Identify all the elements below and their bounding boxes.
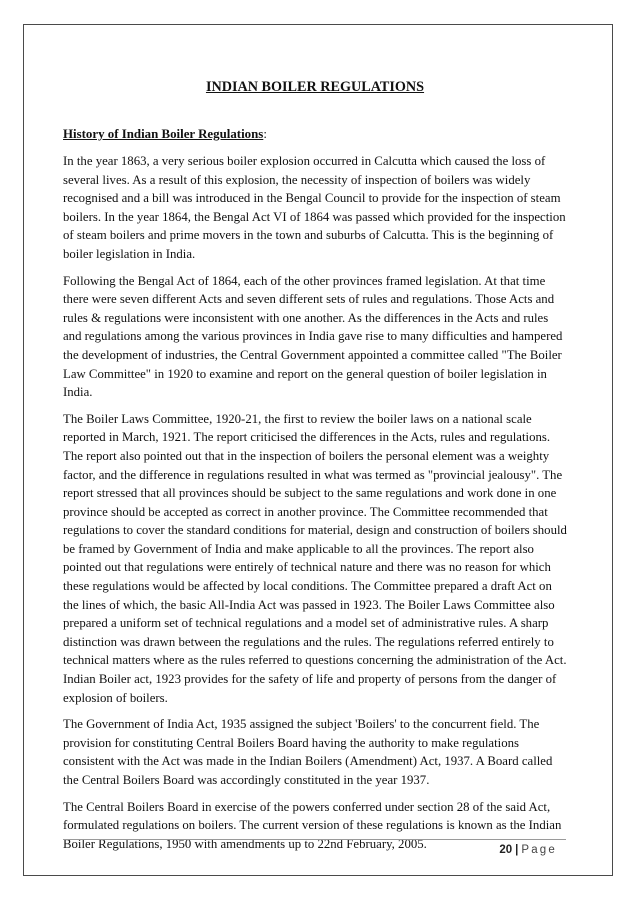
body-text [63,152,567,861]
document-title: INDIAN BOILER REGULATIONS [205,79,425,95]
section-heading [63,125,567,143]
page-label: Page [521,844,557,856]
page-footer [499,843,557,857]
section-heading-colon: : [263,127,267,141]
page-number: 20 [499,844,513,856]
footer-divider [63,839,566,840]
paragraph-1: In the year 1863, a very serious boiler explosion occurred in Calcutta which caused the loss of several lives. As a result of this explosion, the necessity of inspection of boilers was widely recognised and a bill was introduced in the Bengal Council to provide for the inspection of steam boilers. In the year 1864, the Bengal Act VI of 1864 was passed which provided for the inspection of steam boilers and prime movers in the town and suburbs of Calcutta. This is the beginning of boiler legislation in India. [63,154,566,261]
section-heading-text: History of Indian Boiler Regulations [63,127,264,141]
paragraph-4: The Government of India Act, 1935 assigned the subject 'Boilers' to the concurrent field. The provision for constituting Central Boilers Board having the authority to make regulations consistent with the Act was made in the Indian Boilers (Amendment) Act, 1937. A Board called the Central Boilers Board was accordingly constituted in the year 1937. [63,717,553,787]
paragraph-2: Following the Bengal Act of 1864, each of the other provinces framed legislation. At that time there were seven different Acts and seven different sets of rules and regulations. Those Acts and rules & regulations were inconsistent with one another. As the differences in the Acts and rules and regulations among the various provinces in India gave rise to many difficulties and hampered the development of industries, the Central Government appointed a committee called "The Boiler Law Committee" in 1920 to examine and report on the general question of boiler legislation in India. [63,273,563,400]
paragraph-5: The Central Boilers Board in exercise of the powers conferred under section 28 of the said Act, formulated regulations on boilers. The current version of these regulations is known as the Indian Boiler Regulations, 1950 with amendments up to 22nd February, 2005. [63,799,562,851]
footer-separator: | [515,844,519,856]
paragraph-3: The Boiler Laws Committee, 1920-21, the first to review the boiler laws on a national scale reported in March, 1921. The report criticised the differences in the Acts, rules and regulations. The report also pointed out that in the inspection of boilers the personal element was a weighty factor, and the difference in regulations resulted in what was termed as "provincial jealousy". The report stressed that all provinces should be subject to the same regulations and work done in one province should be accepted as correct in another province. The Committee recommended that regulations to cover the standard conditions for material, design and construction of boilers should be framed by Government of India and make applicable to all the provinces. The report also pointed out that regulations were entirely of technical nature and there was no reason for which these regulations would be affected by local conditions. The Committee prepared a draft Act on the lines of which, the basic All-India Act was passed in 1923. The Boiler Laws Committee also prepared a uniform set of technical regulations and a model set of administrative rules. A sharp distinction was drawn between the regulations and the rules. The regulations referred entirely to technical matters where as the rules referred to questions concerning the administration of the Act. Indian Boiler act, 1923 provides for the safety of life and property of persons from the danger of explosion of boilers. [63,411,567,705]
